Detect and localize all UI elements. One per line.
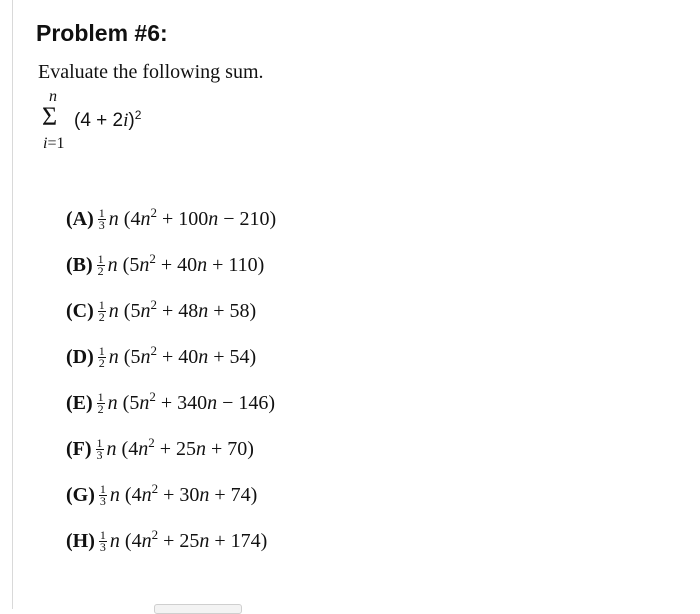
choice-exponent: 2 (149, 250, 156, 266)
summand-close: ) (128, 110, 135, 131)
fraction-numerator: 1 (99, 527, 106, 542)
choice-n-linear: n (199, 483, 210, 506)
fraction-denominator: 3 (96, 447, 103, 462)
choice-n-linear: n (197, 253, 208, 276)
choice-n-linear: n (207, 391, 218, 414)
choice-constant-term: + 110) (212, 253, 265, 276)
problem-title: Problem #6: (36, 20, 168, 46)
answer-choice-h[interactable] (66, 518, 276, 564)
choice-n: n (108, 207, 119, 230)
lower-limit-value: =1 (47, 135, 65, 152)
choice-letter: (B) (66, 253, 93, 276)
choice-n: n (107, 253, 118, 276)
choice-exponent: 2 (149, 388, 156, 404)
choice-letter: (C) (66, 299, 94, 322)
choice-n: n (109, 483, 120, 506)
choice-fraction (99, 527, 107, 554)
choice-expression: n $(5n^2 + 40n + 54)$ (108, 342, 257, 368)
choice-linear-term: + 40 (160, 253, 198, 276)
choice-letter: (A) (66, 207, 94, 230)
lower-limit (43, 135, 64, 153)
lower-limit-variable: i (43, 135, 48, 152)
choice-linear-term: + 340 (160, 391, 208, 414)
fraction-numerator: 1 (98, 343, 105, 358)
choice-expression: n $(4n^2 + 100n - 210)$ (108, 204, 277, 230)
choice-quadratic-coefficient: 5 (129, 253, 140, 276)
choice-n-squared: n (140, 207, 151, 230)
choice-constant-term: − 210) (223, 207, 277, 230)
upper-limit: n (49, 88, 57, 105)
choice-letter: (D) (66, 345, 94, 368)
fraction-denominator: 3 (98, 217, 105, 232)
choice-n: n (107, 391, 118, 414)
choice-expression: n $(4n^2 + 30n + 74)$ (109, 480, 258, 506)
problem-prompt: Evaluate the following sum. (38, 61, 264, 83)
choice-quadratic-coefficient: 5 (129, 391, 140, 414)
choice-n: n (109, 529, 120, 552)
choice-quadratic-coefficient: 5 (130, 345, 141, 368)
choice-quadratic-coefficient: 4 (131, 529, 142, 552)
summand (74, 108, 141, 132)
answer-choice-e[interactable] (66, 380, 276, 426)
choice-constant-term: + 70) (211, 437, 254, 460)
choice-n-squared: n (141, 483, 152, 506)
choice-linear-term: + 25 (159, 437, 196, 460)
choice-n-linear: n (196, 437, 206, 460)
choice-letter: (F) (66, 437, 92, 460)
choice-linear-term: + 25 (163, 529, 200, 552)
choice-quadratic-coefficient: 4 (130, 207, 141, 230)
choice-n-linear: n (208, 207, 219, 230)
answer-choices (66, 196, 276, 564)
fraction-denominator: 2 (98, 355, 105, 370)
choice-constant-term: − 146) (222, 391, 276, 414)
choice-quadratic-coefficient: 4 (128, 437, 139, 460)
fraction-numerator: 1 (96, 435, 103, 450)
choice-n-squared: n (138, 437, 149, 460)
choice-n: n (108, 299, 119, 322)
choice-n: n (108, 345, 119, 368)
fraction-numerator: 1 (97, 389, 104, 404)
choice-fraction (96, 435, 104, 462)
sigma-symbol: Σ (42, 102, 58, 131)
fraction-numerator: 1 (97, 251, 104, 266)
choice-exponent: 2 (150, 204, 157, 220)
choice-constant-term: + 58) (213, 299, 257, 322)
choice-exponent: 2 (148, 434, 155, 450)
bottom-button-edge[interactable] (154, 604, 242, 614)
choice-n-squared: n (140, 345, 151, 368)
summand-exponent: 2 (134, 108, 142, 122)
choice-expression: n $(5n^2 + 40n + 110)$ (107, 250, 265, 276)
choice-n: n (106, 437, 117, 460)
fraction-numerator: 1 (98, 297, 105, 312)
choice-n-linear: n (199, 529, 210, 552)
choice-exponent: 2 (150, 296, 157, 312)
choice-n-squared: n (139, 391, 150, 414)
answer-choice-g[interactable] (66, 472, 276, 518)
answer-choice-a[interactable] (66, 196, 276, 242)
fraction-numerator: 1 (98, 205, 105, 220)
choice-fraction (98, 343, 106, 370)
choice-constant-term: + 174) (214, 529, 268, 552)
choice-fraction (97, 251, 105, 278)
choice-letter: (H) (66, 529, 95, 552)
choice-exponent: 2 (150, 342, 157, 358)
fraction-denominator: 3 (99, 493, 106, 508)
page-left-border (12, 0, 13, 609)
choice-letter: (G) (66, 483, 95, 506)
choice-linear-term: + 48 (161, 299, 199, 322)
choice-n-squared: n (140, 299, 151, 322)
choice-linear-term: + 30 (163, 483, 200, 506)
choice-fraction (98, 297, 106, 324)
fraction-denominator: 2 (98, 309, 105, 324)
choice-n-squared: n (139, 253, 150, 276)
answer-choice-b[interactable] (66, 242, 276, 288)
answer-choice-d[interactable] (66, 334, 276, 380)
choice-constant-term: + 54) (213, 345, 257, 368)
fraction-numerator: 1 (99, 481, 106, 496)
fraction-denominator: 2 (97, 401, 104, 416)
summation-expression (40, 88, 240, 158)
choice-linear-term: + 40 (161, 345, 199, 368)
answer-choice-c[interactable] (66, 288, 276, 334)
answer-choice-f[interactable] (66, 426, 276, 472)
choice-expression: n $(5n^2 + 340n - 146)$ (107, 388, 276, 414)
fraction-denominator: 3 (99, 539, 106, 554)
choice-exponent: 2 (151, 526, 159, 542)
choice-quadratic-coefficient: 4 (131, 483, 142, 506)
choice-quadratic-coefficient: 5 (130, 299, 141, 322)
choice-fraction (98, 205, 106, 232)
choice-fraction (97, 389, 105, 416)
choice-n-linear: n (198, 299, 209, 322)
choice-constant-term: + 74) (214, 483, 258, 506)
choice-exponent: 2 (151, 480, 159, 496)
choice-n-linear: n (198, 345, 209, 368)
choice-expression: n $(4n^2 + 25n + 174)$ (109, 526, 268, 552)
summand-variable: i (123, 110, 129, 131)
choice-expression: n $(5n^2 + 48n + 58)$ (108, 296, 257, 322)
choice-expression: n $(4n^2 + 25n + 70)$ (106, 434, 254, 460)
fraction-denominator: 2 (97, 263, 104, 278)
choice-linear-term: + 100 (161, 207, 209, 230)
choice-n-squared: n (141, 529, 152, 552)
choice-fraction (99, 481, 107, 508)
choice-letter: (E) (66, 391, 93, 414)
summand-base: (4 + 2 (74, 110, 124, 131)
